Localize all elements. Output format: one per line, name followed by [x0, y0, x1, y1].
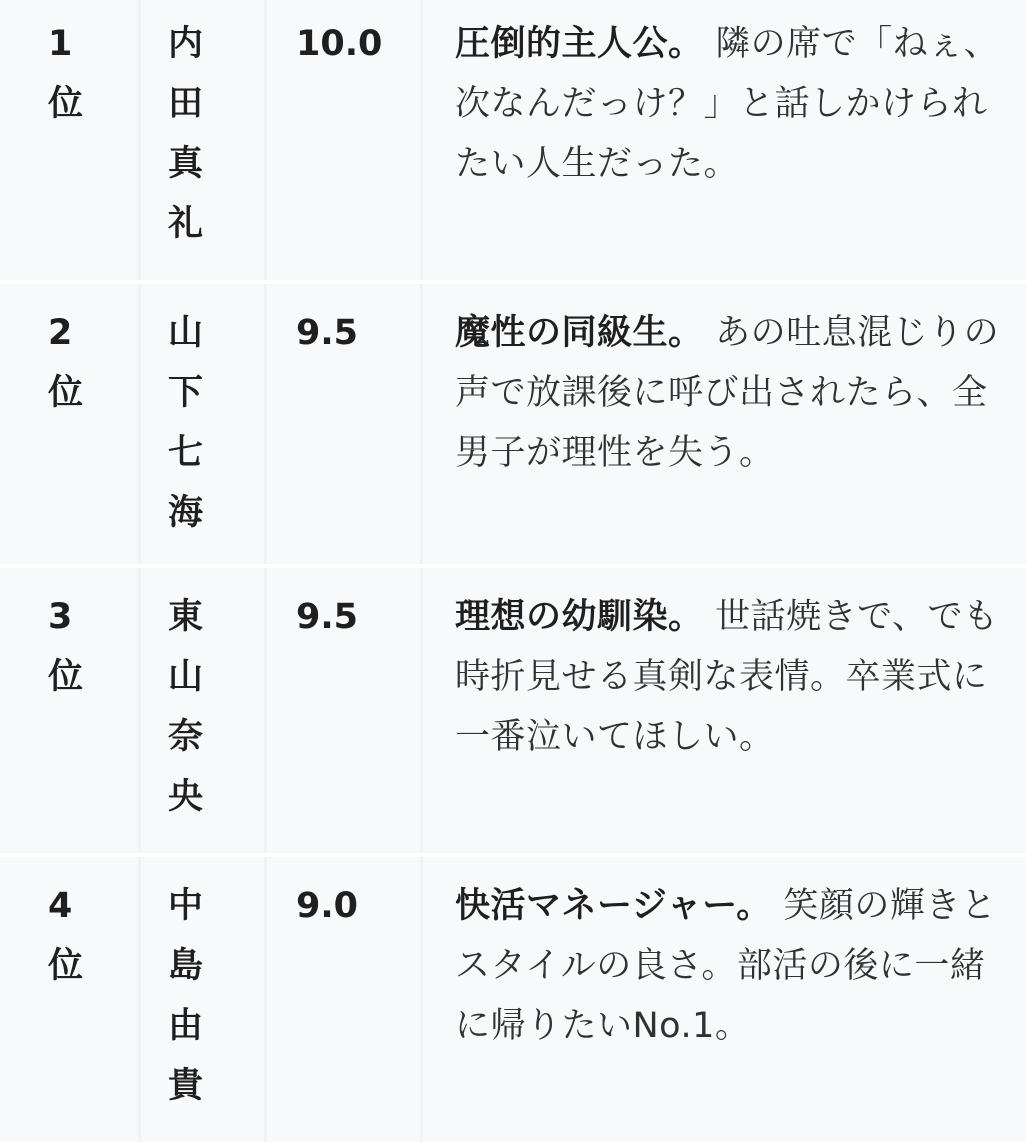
name-char: 海: [168, 493, 204, 533]
comment-body: あの吐息混じりの声で放課後に呼び出されたら、全男子が理性を失う。: [455, 313, 1000, 473]
rank-unit: 位: [48, 946, 84, 986]
comment-body: 笑顔の輝きとスタイルの良さ。部活の後に一緒に帰りたいNo.1。: [455, 886, 997, 1046]
name-cell: [168, 587, 228, 827]
comment-cell: [455, 303, 1011, 483]
name-char: 七: [168, 433, 204, 473]
rank-cell: [48, 876, 108, 996]
name-char: 貴: [168, 1066, 204, 1106]
score-cell: 9.5: [296, 313, 359, 353]
rank-cell: [48, 587, 108, 707]
table-row: [0, 0, 1026, 280]
rank-unit: 位: [48, 657, 84, 697]
comment-headline: 魔性の同級生。: [455, 313, 704, 353]
rank-number: 4: [48, 886, 73, 926]
name-char: 内: [168, 24, 204, 64]
comment-headline: 理想の幼馴染。: [455, 597, 704, 637]
name-cell: [168, 876, 228, 1116]
name-char: 山: [168, 657, 204, 697]
table-row: [0, 567, 1026, 853]
name-char: 央: [168, 777, 204, 817]
comment-headline: 圧倒的主人公。: [455, 24, 704, 64]
score-cell: 9.5: [296, 597, 359, 637]
comment-body: 世話焼きで、でも時折見せる真剣な表情。卒業式に一番泣いてほしい。: [455, 597, 999, 757]
table-row: [0, 856, 1026, 1142]
rank-number: 1: [48, 24, 73, 64]
comment-headline: 快活マネージャー。: [455, 886, 772, 926]
name-char: 山: [168, 313, 204, 353]
name-char: 由: [168, 1006, 204, 1046]
score-cell: 10.0: [296, 24, 383, 64]
name-cell: [168, 14, 228, 254]
score-cell: 9.0: [296, 886, 359, 926]
name-char: 中: [168, 886, 204, 926]
rank-number: 3: [48, 597, 73, 637]
comment-cell: [455, 14, 1011, 194]
rank-number: 2: [48, 313, 73, 353]
name-char: 下: [168, 373, 204, 413]
comment-cell: [455, 876, 1011, 1056]
name-char: 奈: [168, 717, 204, 757]
name-char: 礼: [168, 204, 204, 244]
name-char: 島: [168, 946, 204, 986]
comment-body: 隣の席で「ねぇ、次なんだっけ？」と話しかけられたい人生だった。: [455, 24, 1000, 184]
rank-unit: 位: [48, 373, 84, 413]
rank-unit: 位: [48, 84, 84, 124]
name-char: 真: [168, 144, 204, 184]
rank-cell: [48, 303, 108, 423]
name-char: 東: [168, 597, 204, 637]
rank-cell: [48, 14, 108, 134]
name-cell: [168, 303, 228, 543]
table-row: [0, 283, 1026, 569]
comment-cell: [455, 587, 1011, 767]
name-char: 田: [168, 84, 204, 124]
